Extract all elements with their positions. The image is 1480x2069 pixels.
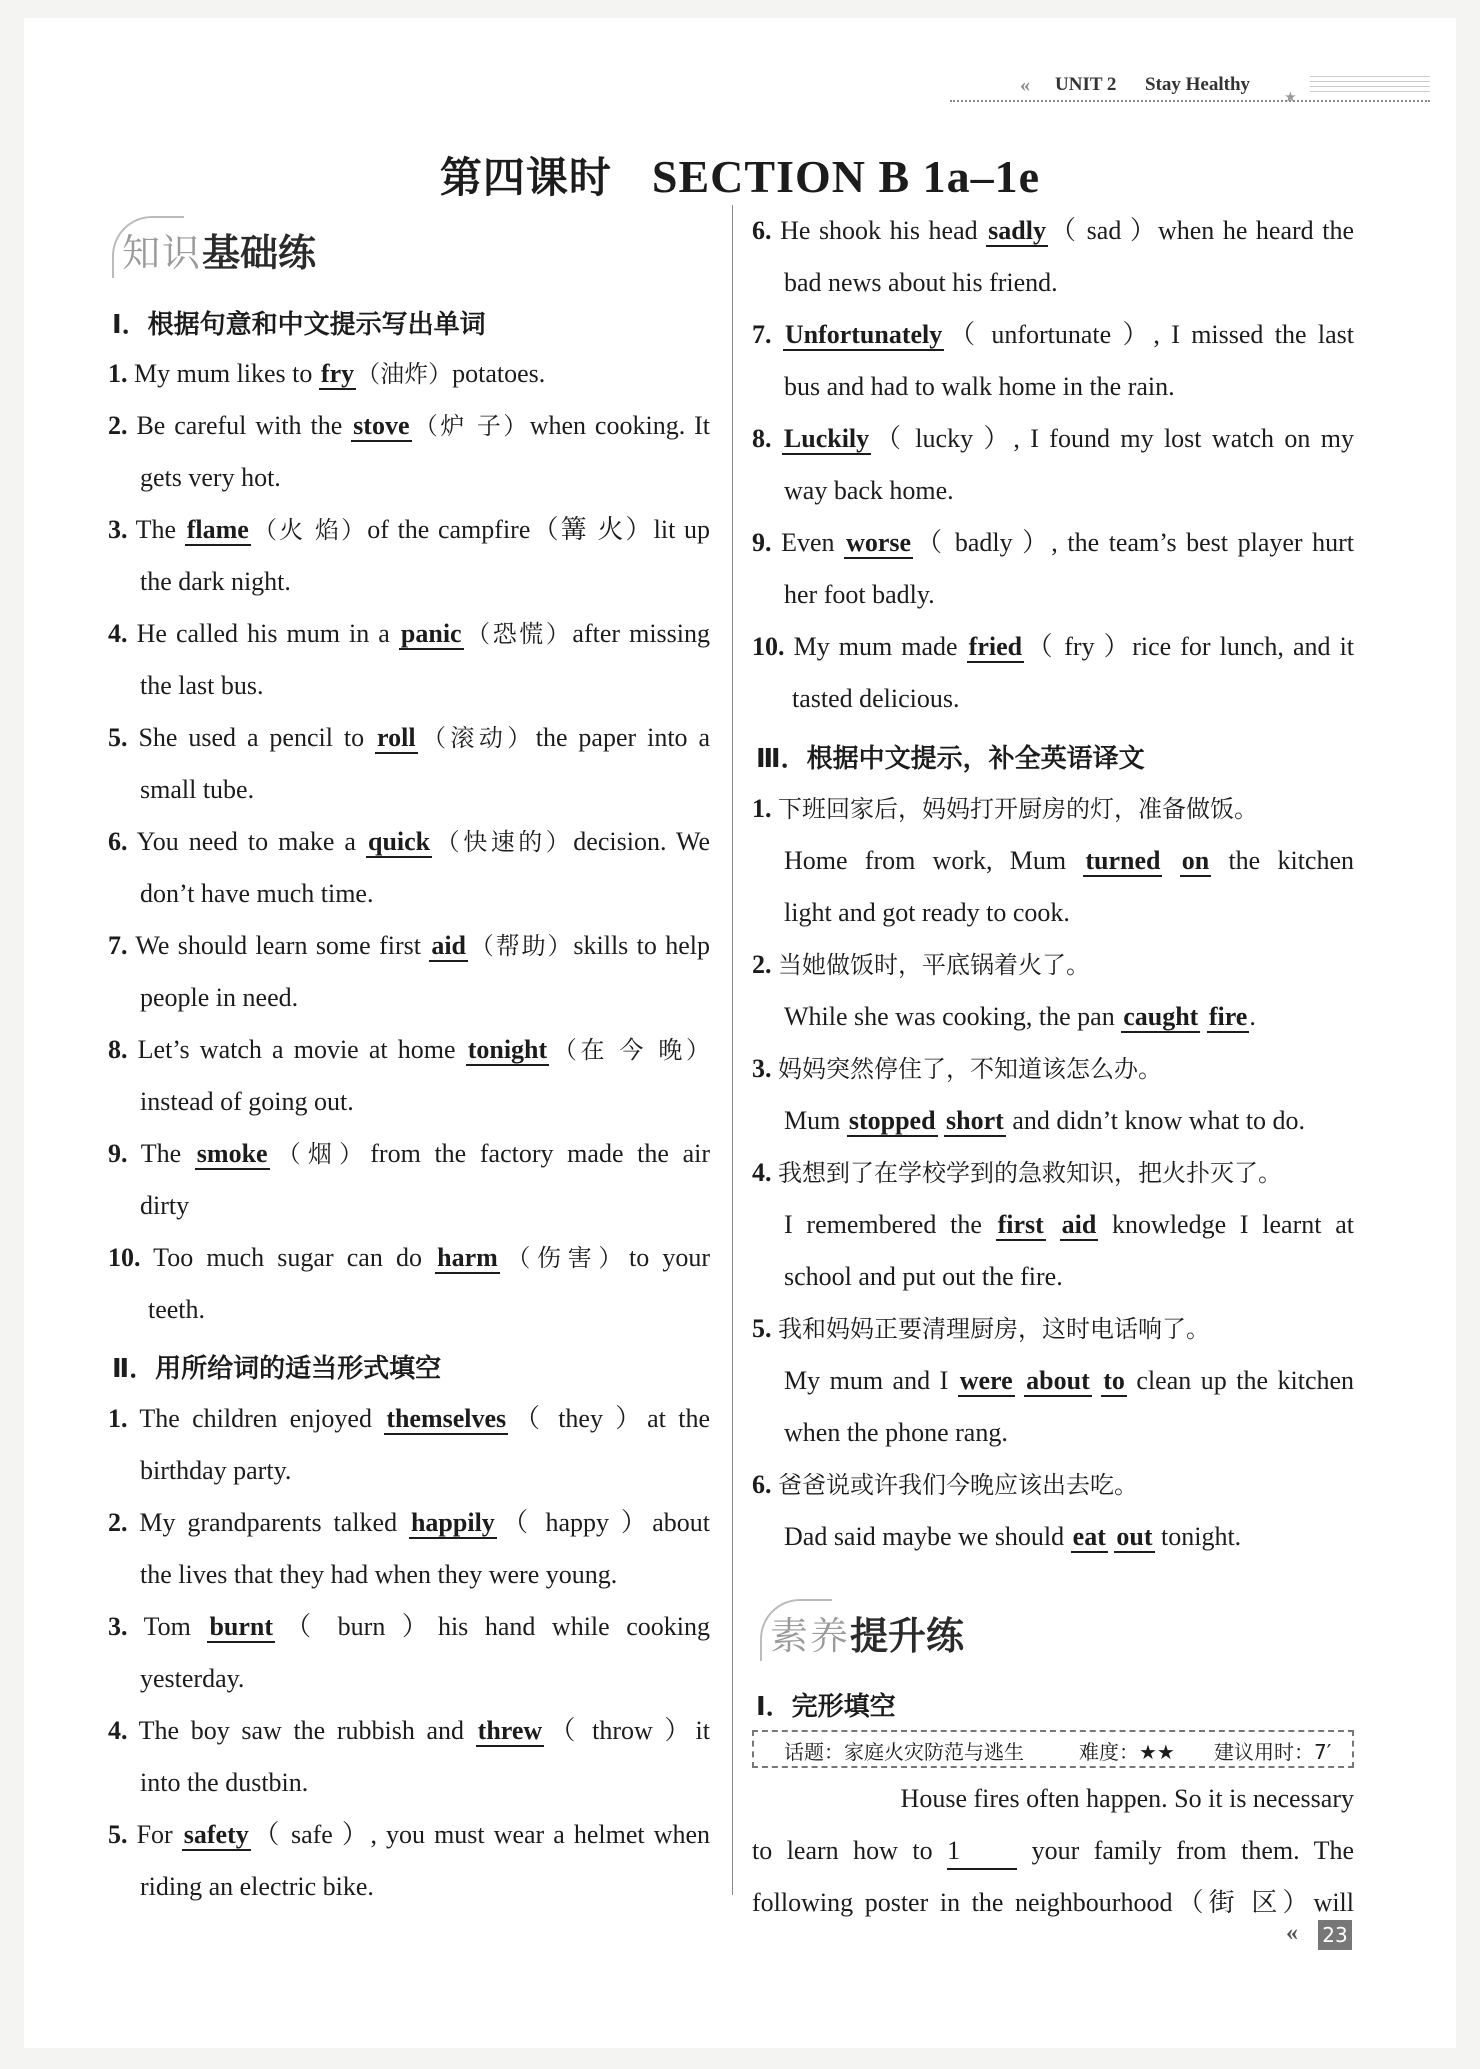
section-banner-advanced: 素养提升练 xyxy=(770,1605,964,1675)
list-item: 10. Too much sugar can do harm（伤害）to your xyxy=(108,1243,711,1272)
list-item: 8. Luckily（ lucky ）, I found my lost watch on my xyxy=(752,424,1354,453)
dotted-rule xyxy=(950,100,1430,102)
list-item-cont: gets very hot. xyxy=(140,463,281,492)
banner-ring-icon xyxy=(760,1599,832,1661)
list-item: 6. He shook his head sadly（ sad ）when he heard the xyxy=(752,216,1354,245)
part3-heading: Ⅲ．根据中文提示，补全英语译文 xyxy=(756,744,1145,774)
list-item: 3. The flame（火 焰）of the campfire（篝 火）lit up xyxy=(108,515,710,544)
double-chevron-left-icon: « xyxy=(1020,74,1030,96)
list-item-cont: teeth. xyxy=(148,1295,206,1324)
list-item-answer: Home from work, Mum turned on the kitchen xyxy=(784,846,1354,875)
list-item: 1. 下班回家后，妈妈打开厨房的灯，准备做饭。 xyxy=(752,794,1258,823)
list-item: 4. He called his mum in a panic（恐慌）after missing xyxy=(108,619,711,648)
list-item-cont: birthday party. xyxy=(140,1456,292,1485)
list-item: 9. The smoke（烟）from the factory made the air xyxy=(108,1139,711,1168)
list-item: 4. 我想到了在学校学到的急救知识，把火扑灭了。 xyxy=(752,1158,1282,1187)
cloze-line: to learn how to 1 your family from them. The xyxy=(752,1834,1354,1870)
list-item-cont: dirty xyxy=(140,1191,190,1220)
list-item: 10. My mum made fried（ fry ）rice for lunch, and it xyxy=(752,632,1355,661)
list-item-answer: Mum stopped short and didn’t know what to do. xyxy=(784,1106,1306,1135)
list-item-cont: the last bus. xyxy=(140,671,264,700)
list-item-cont: bad news about his friend. xyxy=(784,268,1058,297)
list-item-answer: My mum and I were about to clean up the kitchen xyxy=(784,1366,1355,1395)
list-item: 2. 当她做饭时，平底锅着火了。 xyxy=(752,950,1090,979)
list-item-cont: her foot badly. xyxy=(784,580,935,609)
page-number: « 23 xyxy=(1286,1920,1376,1950)
list-item: 2. My grandparents talked happily（ happy ）about xyxy=(108,1508,711,1537)
difficulty-label: 难度：★★ xyxy=(1079,1740,1175,1764)
banner-ring-icon xyxy=(112,216,184,278)
list-item-cont: don’t have much time. xyxy=(140,879,374,908)
list-item-cont: when the phone rang. xyxy=(784,1418,1008,1447)
cloze-line: following poster in the neighbourhood（街 区）will xyxy=(752,1888,1354,1917)
lesson-title: 第四课时 SECTION B 1a–1e xyxy=(439,151,1041,202)
list-item-cont: instead of going out. xyxy=(140,1087,354,1116)
list-item: 7. We should learn some first aid（帮助）skills to help xyxy=(108,931,711,960)
list-item: 3. Tom burnt（ burn ）his hand while cooking xyxy=(108,1612,710,1641)
list-item: 3. 妈妈突然停住了，不知道该怎么办。 xyxy=(752,1054,1162,1083)
list-item-cont: light and got ready to cook. xyxy=(784,898,1070,927)
list-item-cont: the dark night. xyxy=(140,567,291,596)
unit-header xyxy=(1010,70,1450,106)
section-banner-basic: 知识基础练 xyxy=(122,222,316,292)
list-item: 4. The boy saw the rubbish and threw（ throw ）it xyxy=(108,1716,710,1745)
list-item-cont: people in need. xyxy=(140,983,299,1012)
column-divider xyxy=(732,205,733,1895)
topic-label: 话题：家庭火灾防范与逃生 xyxy=(784,1740,1024,1764)
time-label: 建议用时：7′ xyxy=(1214,1740,1332,1764)
list-item-cont: way back home. xyxy=(784,476,954,505)
list-item: 5. 我和妈妈正要清理厨房，这时电话响了。 xyxy=(752,1314,1210,1343)
part2-heading: Ⅱ．用所给词的适当形式填空 xyxy=(112,1354,442,1384)
list-item: 1. My mum likes to fry（油炸）potatoes. xyxy=(108,359,546,388)
list-item: 6. You need to make a quick（快速的）decision. We xyxy=(108,827,710,856)
unit-topic: Stay Healthy xyxy=(1145,74,1251,95)
list-item-cont: tasted delicious. xyxy=(792,684,960,713)
list-item-cont: school and put out the fire. xyxy=(784,1262,1063,1291)
list-item-cont: into the dustbin. xyxy=(140,1768,309,1797)
list-item: 9. Even worse（ badly ）, the team’s best player hurt xyxy=(752,528,1355,557)
list-item: 8. Let’s watch a movie at home tonight（在 今 晚） xyxy=(108,1035,710,1064)
star-icon: ★ xyxy=(1285,90,1296,104)
double-chevron-left-icon: « xyxy=(1286,1920,1298,1946)
list-item-cont: bus and had to walk home in the rain. xyxy=(784,372,1175,401)
list-item: 5. For safety（ safe ）, you must wear a helmet when xyxy=(108,1820,711,1849)
cloze-line: House fires often happen. So it is necessary xyxy=(900,1784,1354,1813)
cloze-blank[interactable]: 1 xyxy=(947,1834,1017,1870)
list-item: 5. She used a pencil to roll（滚动）the paper into a xyxy=(108,723,711,752)
list-item-answer: Dad said maybe we should eat out tonight. xyxy=(784,1522,1242,1551)
list-item: 7. Unfortunately（ unfortunate ）, I missed the last xyxy=(752,320,1354,349)
list-item-cont: yesterday. xyxy=(140,1664,245,1693)
unit-label: UNIT 2 xyxy=(1055,74,1117,95)
list-item-answer: I remembered the first aid knowledge I learnt at xyxy=(784,1210,1354,1239)
part1-heading: Ⅰ．根据句意和中文提示写出单词 xyxy=(112,310,486,340)
list-item: 6. 爸爸说或许我们今晚应该出去吃。 xyxy=(752,1470,1138,1499)
list-item-cont: small tube. xyxy=(140,775,255,804)
decorative-lines xyxy=(1310,76,1430,96)
list-item-cont: riding an electric bike. xyxy=(140,1872,374,1901)
list-item: 1. The children enjoyed themselves（ they ）at the xyxy=(108,1404,711,1433)
list-item: 2. Be careful with the stove（炉 子）when cooking. It xyxy=(108,411,711,440)
list-item-answer: While she was cooking, the pan caught fire. xyxy=(784,1002,1256,1031)
list-item-cont: the lives that they had when they were young. xyxy=(140,1560,618,1589)
topic-box xyxy=(752,1730,1354,1768)
cloze-heading: Ⅰ．完形填空 xyxy=(756,1692,896,1722)
